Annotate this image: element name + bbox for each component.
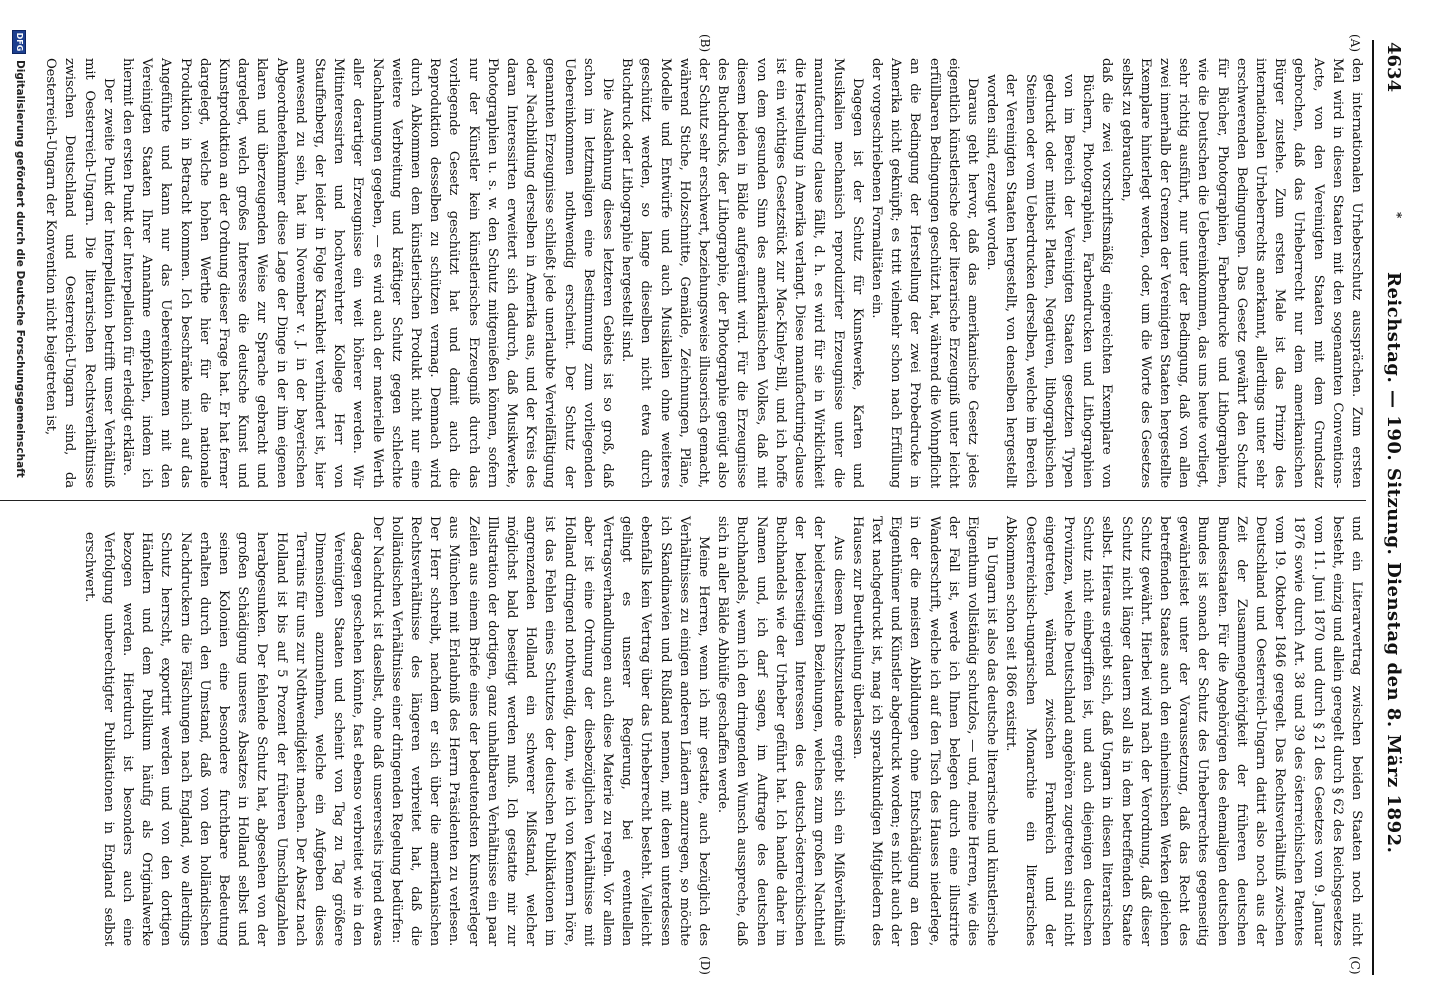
left-text-column [43,58,1366,488]
paragraph: Meine Herren, wenn ich mir gestatte, auch bezüglich des Verhältnisses zu einigen anderen Ländern anzuregen, so möchte ich Skandinavien und Rußland nennen, mit denen unterdessen ebenfalls kein Vertrag über das Urheberrecht besteht. Vielleicht gelingt es unserer Regierung, bei eventuellen Vertragsverhandlungen auch diese Materie zu regeln. Vor allem aber ist eine Ordnung der diesbezüglichen Verhältnisse mit Holland dringend nothwendig, denn, wie ich von Kennern höre, ist das Fehlen eines Schutzes der deutschen Publikationen im angrenzenden Holland ein schwerer Mißstand, welcher möglichst bald beseitigt werden muß. Ich gestatte mir zur Illustration der dortigen, ganz unhaltbaren Verhältnisse ein paar Zeilen aus einem Briefe eines der bedeutendsten Kunstverleger aus München mit Erlaubniß des Herrn Präsidenten zu verlesen. Der Herr schreibt, nachdem er sich über die amerikanischen Rechtsverhältnisse des längeren verbreitet hat, daß die holländischen Verhältnisse einer dringenden Regelung bedürfen: [388,516,712,946]
paragraph: In Ungarn ist also das deutsche literarische und künstlerische Eigenthum vollständig schutzlos, — und, meine Herren, wie dies der Fall ist, werde ich Ihnen belegen durch eine illustrirte Wanderschrift, welche ich auf den Tisch des Hauses niederlege, in der die meisten Abbildungen ohne Entschädigung an den Eigenthümer und Künstler abgedruckt worden; es nicht auch der Text nachgedruckt ist, mag ich sprachkundigen Mitgliedern des Hauses zur Beurtheilung überlassen. [849,516,1000,946]
paragraph: Der zweite Punkt der Interpellation betrifft unser Verhältniß mit Oesterreich-Ungarn. Die literarischen Rechtsverhältnisse zwischen Deutschland und Oesterreich-Ungarn sind, da Oesterreich-Ungarn der Konvention nicht beigetreten ist, [43,58,116,488]
digitization-credit [10,30,26,990]
margin-mark-d: (D) [698,956,712,975]
header-rule [1372,40,1374,975]
page-number: 4634 [1383,42,1404,93]
header-separator-mark: * [1390,212,1404,219]
page-header [1376,42,1408,972]
dfg-logo-icon: DFG [12,30,26,54]
paragraph: den internationalen Urheberschutz aussprächen. Zum ersten Mal wird in diesen Staaten mit den sogenannten Conventions-Acte, von den Vereinigten Staaten mit dem Grundsatz gebrochen, daß das Urheberrecht nur dem amerikanischen Bürger zustehe. Zum ersten Male ist das Prinzip des internationalen Urheberrechts anerkannt, allerdings unter sehr erschwerenden Bedingungen. Das Gesetz gewährt den Schutz für Bücher, Photographien, Farbendrucke und Lithographien, wie die Deutschen die Uebereinkommen, das uns heute vorliegt, sehr richtig ausführt, nur unter der Bedingung, daß von allen zwei innerhalb der Grenzen der Vereinigten Staaten hergestellte Exemplare hinterlegt werden, oder, um die Worte des Gesetzes selbst zu gebrauchen, [1118,58,1364,488]
paragraph: und ein Literarvertrag zwischen beiden Staaten noch nicht besteht, einzig und allein geregelt durch § 62 des Reichsgesetzes vom 11. Juni 1870 und durch § 21 des Gesetzes vom 9. Januar 1876 sowie durch Art. 38 und 39 des österreichischen Patentes vom 19. Oktober 1846 geregelt. Das Rechtsverhältniß zwischen Deutschland und Oesterreich-Ungarn datirt also noch aus der Zeit der Zusammengehörigkeit der früheren deutschen Bundesstaaten. Für die Angehörigen des ehemaligen deutschen Bundes ist sonach der Schutz des Urheberrechtes gegenseitig gewährleistet unter der Voraussetzung, daß das Recht des betreffenden Staates auch den einheimischen Werken gleichen Schutz gewährt. Hierbei wird nach der Verordnung, daß dieser Schutz nicht länger dauern soll als in dem betreffenden Staate selbst. Hieraus ergiebt sich, daß Ungarn in diesen literarischen Schutz nicht einbegriffen ist, und auch diejenigen deutschen Provinzen, welche Deutschland angehören zugetreten sind nicht eingetreten, während zwischen Frankreich und der Oesterreichisch-ungarischen Monarchie ein literarisches Abkommen schon seit 1866 existirt. [1003,516,1364,946]
digitization-text: Digitalisierung gefördert durch die Deutsche Forschungsgemeinschaft [14,60,26,478]
quoted-paragraph: daß die zwei vorschriftsmäßig eingereichten Exemplare von Büchern, Photographien, Farbendrucken und Lithographien von im Bereich der Vereinigten Staaten gesetzten Typen gedruckt oder mittelst Platten, Negativen, lithographischen Steinen oder vom Ueberdrucken derselben, welche im Bereich der Vereinigten Staaten hergestellt, von denselben hergestellt worden sind, erzeugt worden. [984,58,1115,488]
column-divider [0,500,1366,501]
running-title: Reichstag. — 190. Sitzung. Dienstag den 8. März 1892. [1383,272,1404,854]
right-text-column [56,516,1366,946]
paragraph: Daraus geht hervor, daß das amerikanische Gesetz jedes eigentlich künstlerische oder literarische Erzeugniß unter leicht erfüllbaren Bedingungen geschützt hat, während die Wohnpflicht an die Bedingung der Herstellung der zwei Probedrucke in Amerika nicht geknüpft; es tritt vielmehr schon nach Erfüllung der vorgeschriebenen Formalitäten ein. [868,58,980,488]
paragraph: Die Ausdehnung dieses letzteren Gebiets ist so groß, daß schon im letztmaligen eine Bestimmung zum vorliegenden Uebereinkommen nothwendig erscheint. Der Schutz der genannten Erzeugnisse schließt jede unerlaubte Vervielfältigung oder Nachbildung derselben in Amerika aus, und der Kreis des daran Interessirten erweitert sich dadurch, daß Musikwerke, Photographien u. s. w. den Schutz mitgenießen können, sofern nur der Künstler kein künstlerisches Erzeugniß durch das vorliegende Gesetz geschützt hat und damit auch die Reproduktion desselben zu schützen vermag. Demnach wird durch Abkommen dem künstlerischen Produkt nicht nur eine weitere Verbreitung und kräftiger Schutz gegen schlechte Nachahmungen gegeben, — es wird auch der materielle Werth aller derartiger Erzeugnisse ein weit höherer werden. Wir Mitinteressirten und hochverehrter Kollege Herr von Stauffenberg, der leider in Folge Krankheit verhindert ist, hier anwesend zu sein, hat im November v. J. in der bayerischen Abgeordnetenkammer diese Lage der Dinge in der ihm eigenen klaren und überzeugenden Weise zur Sprache gebracht und dargelegt, welch großes Interesse die deutsche Kunst und Kunstproduktion an der Ordnung dieser Frage hat. Er hat ferner dargelegt, welche hohen Werthe hier für die nationale Produktion in Betracht kommen. Ich beschränke mich auf das Angeführte und kann nur das Uebereinkommen mit den Vereinigten Staaten Ihrer Annahme empfehlen, indem ich hiermit den ersten Punkt der Interpellation für erledigt erkläre. [120,58,616,488]
quoted-paragraph: Der Nachdruck ist daselbst, ohne daß unsererseits irgend etwas dagegen geschehen könnte, fast ebenso verbreitet wie in den Vereinigten Staaten und scheint von Tag zu Tag größere Dimensionen anzunehmen, welche ein Aufgeben dieses Terrains für uns zur Nothwendigkeit machen. Der Absatz nach Holland ist bis auf 5 Prozent der früheren Umschlagzahlen herabgesunken. Der fehlende Schutz hat, abgesehen von der großen Schädigung unseres Absatzes in Holland selbst und seinen Kolonien eine besondere furchtbare Bedeutung erhalten durch den Umstand, daß von den holländischen Nachdruckern die Fälschungen nach England, wo allerdings Schutz herrscht, exportirt werden und von den dortigen Händlern und dem Publikum häufig als Originalwerke bezogen werden. Hierdurch ist besonders auch eine Verfolgung unberechtigter Publikationen in England selbst erschwert. [81,516,385,946]
margin-mark-a: (A) [1348,34,1362,53]
margin-mark-c: (C) [1348,956,1362,975]
margin-mark-b: (B) [698,34,712,53]
paragraph: Dagegen ist der Schutz für Kunstwerke, Karten und Musikalien mechanisch reproduzirter Erzeugnisse unter die manufacturing clause fällt, d. h. es wird für sie in Wirklichkeit die Herstellung in Amerika verlangt. Diese manufacturing-clause ist ein wichtiges Gesetzstück zur Mac-Kinley-Bill, und ich hoffe von dem gesunden Sinn des amerikanischen Volkes, daß mit diesem beiden in Bälde aufgeräumt wird. Für die Erzeugnisse des Buchdrucks, der Lithographie, der Photographie genügt also der Schutz sehr erschwert, beziehungsweise illusorisch gemacht, während Stiche, Holzschnitte, Gemälde, Zeichnungen, Pläne, Modelle und Entwürfe und auch Musikalien ohne weiteres geschützt werden, so lange dieselben nicht etwa durch Buchdruck oder Lithographie hergestellt sind. [619,58,865,488]
paragraph: Aus diesem Rechtszustande ergiebt sich ein Mißverhältniß der beiderseitigen Beziehungen, welches zum großen Nachtheil der beiderseitigen Interessen des deutsch-österreichischen Buchhandels wie der Urheber geführt hat. Ich handle daher im Namen und, ich darf sagen, im Auftrage des deutschen Buchhandels, wenn ich den dringenden Wunsch ausspreche, daß sich in aller Bälde Abhülfe geschaffen werde. [715,516,846,946]
